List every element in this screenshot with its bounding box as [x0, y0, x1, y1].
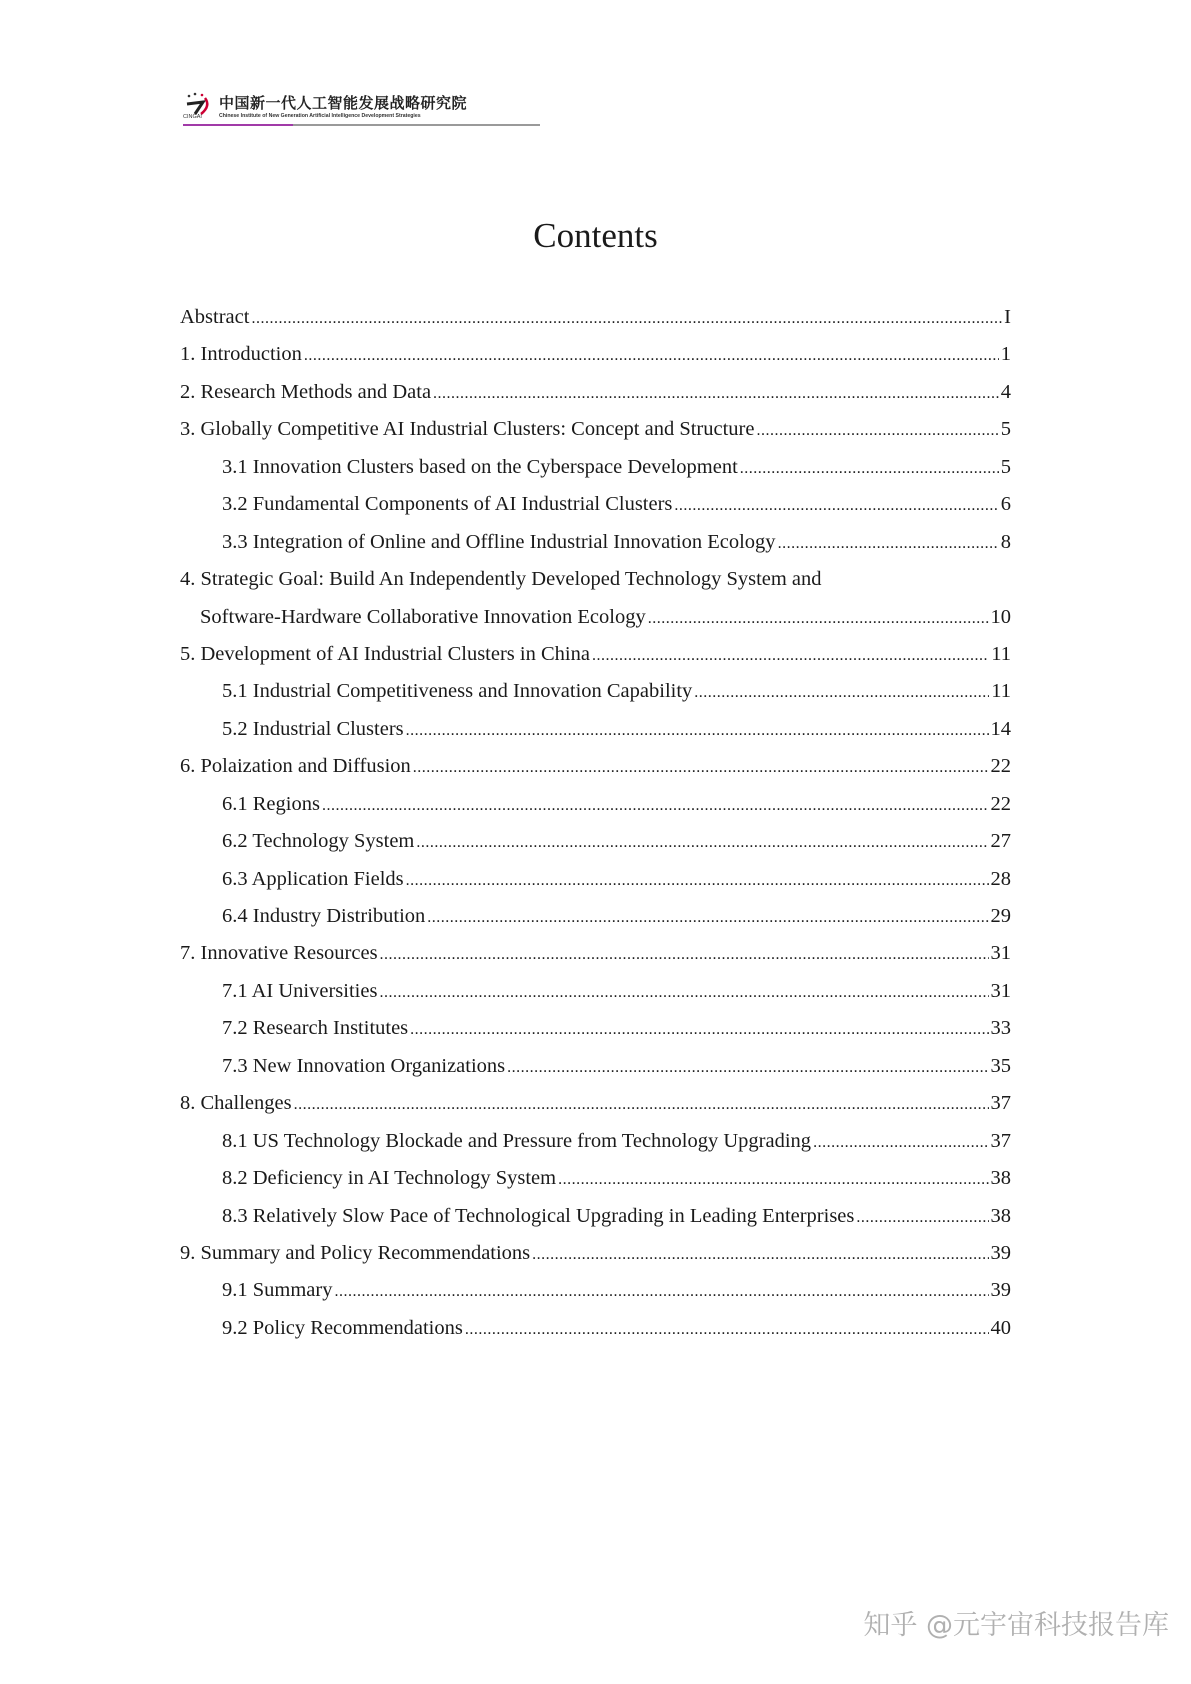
- toc-entry-page: 22: [990, 792, 1011, 815]
- toc-entry[interactable]: [180, 568, 1011, 605]
- toc-entry[interactable]: [180, 793, 1011, 830]
- toc-entry-page: 29: [990, 905, 1011, 927]
- toc-entry-page: 8: [1000, 530, 1011, 553]
- toc-entry-page: 22: [990, 755, 1011, 778]
- dot-leader: [778, 531, 999, 554]
- toc-entry-title: 7.3 New Innovation Organizations: [222, 1054, 506, 1077]
- toc-entry-title: 3.1 Innovation Clusters based on the Cyberspace Development: [222, 455, 738, 478]
- toc-entry[interactable]: [180, 1205, 1011, 1242]
- toc-entry[interactable]: [180, 531, 1011, 568]
- toc-entry-title: 5.1 Industrial Competitiveness and Innovation Capability: [222, 680, 693, 703]
- dot-leader: [674, 493, 998, 516]
- dot-leader: [406, 868, 989, 891]
- toc-entry-title: 8.1 US Technology Blockade and Pressure from Technology Upgrading: [222, 1129, 812, 1152]
- toc-entry-page: 37: [990, 1129, 1011, 1152]
- toc-entry-title: Software-Hardware Collaborative Innovation Ecology: [200, 605, 646, 628]
- dot-leader: [410, 1017, 988, 1040]
- toc-entry[interactable]: [180, 343, 1011, 380]
- toc-entry[interactable]: [180, 381, 1011, 418]
- toc-entry-page: 38: [990, 1204, 1011, 1227]
- toc-entry-title: 5.2 Industrial Clusters: [222, 717, 404, 740]
- toc-entry-title: 7.1 AI Universities: [222, 979, 378, 1002]
- toc-entry-page: 39: [990, 1279, 1011, 1302]
- toc-entry-title: 3.2 Fundamental Components of AI Industrial Clusters: [222, 493, 673, 516]
- toc-entry-title: 8.2 Deficiency in AI Technology System: [222, 1167, 557, 1190]
- toc-entry[interactable]: [180, 680, 1011, 717]
- toc-entry-title: 4. Strategic Goal: Build An Independently Developed Technology System and: [180, 568, 822, 591]
- dot-leader: [856, 1205, 988, 1228]
- toc-entry-page: 40: [990, 1316, 1011, 1339]
- toc-entry-title: 6.3 Application Fields: [222, 867, 404, 890]
- dot-leader: [756, 418, 998, 441]
- dot-leader: [507, 1055, 988, 1078]
- dot-leader: [465, 1317, 989, 1340]
- toc-entry-page: 1: [1000, 343, 1011, 366]
- toc-entry[interactable]: [180, 456, 1011, 493]
- toc-entry[interactable]: [180, 1279, 1011, 1316]
- toc-entry[interactable]: [180, 868, 1011, 905]
- toc-entry-title: Abstract: [180, 306, 250, 328]
- toc-entry-page: 37: [990, 1092, 1011, 1115]
- toc-entry[interactable]: [180, 493, 1011, 530]
- dot-leader: [304, 343, 999, 366]
- toc-entry[interactable]: [180, 755, 1011, 792]
- toc-entry[interactable]: [180, 1317, 1011, 1354]
- toc-entry-title: 2. Research Methods and Data: [180, 380, 432, 403]
- page-title: Contents: [533, 216, 658, 255]
- dot-leader: [532, 1242, 988, 1265]
- toc-entry[interactable]: [180, 1167, 1011, 1204]
- toc-entry[interactable]: [180, 306, 1011, 343]
- logo-abbreviation: CINGAI: [183, 114, 202, 120]
- toc-entry[interactable]: [180, 830, 1011, 867]
- toc-entry-title: 6.2 Technology System: [222, 830, 415, 853]
- toc-entry-page: 4: [1000, 380, 1011, 403]
- dot-leader: [694, 680, 989, 703]
- dot-leader: [648, 606, 989, 629]
- dot-leader: [813, 1130, 988, 1153]
- toc-entry[interactable]: [180, 418, 1011, 455]
- toc-entry-page: 38: [990, 1167, 1011, 1190]
- toc-entry[interactable]: [180, 606, 1011, 643]
- toc-entry-title: 9. Summary and Policy Recommendations: [180, 1241, 531, 1264]
- toc-entry[interactable]: [180, 1130, 1011, 1167]
- toc-entry-page: 14: [990, 717, 1011, 740]
- dot-leader: [322, 793, 989, 816]
- dot-leader: [406, 718, 989, 741]
- toc-entry-page: 5: [1000, 418, 1011, 441]
- toc-entry-page: 10: [990, 605, 1011, 628]
- toc-entry-title: 5. Development of AI Industrial Clusters in China: [180, 642, 590, 665]
- dot-leader: [740, 456, 999, 479]
- toc-entry-title: 1. Introduction: [180, 343, 302, 366]
- toc-entry-page: 11: [991, 642, 1011, 665]
- institute-logo: [183, 90, 540, 128]
- toc-entry-page: 6: [1000, 493, 1011, 516]
- toc-entry[interactable]: [180, 1055, 1011, 1092]
- toc-entry-page: 33: [990, 1017, 1011, 1040]
- toc-entry-title: 6.1 Regions: [222, 792, 320, 815]
- dot-leader: [413, 755, 989, 778]
- toc-entry-title: 9.2 Policy Recommendations: [222, 1316, 463, 1339]
- dot-leader: [433, 381, 999, 404]
- toc-entry-page: 5: [1000, 455, 1011, 478]
- toc-entry-title: 6.4 Industry Distribution: [222, 905, 426, 927]
- table-of-contents: [180, 306, 1011, 1354]
- toc-entry[interactable]: [180, 643, 1011, 680]
- dot-leader: [592, 643, 989, 666]
- toc-entry-page: 27: [990, 830, 1011, 853]
- toc-entry-title: 3. Globally Competitive AI Industrial Clusters: Concept and Structure: [180, 418, 755, 441]
- dot-leader: [416, 830, 988, 853]
- toc-entry-page: 28: [990, 867, 1011, 890]
- toc-entry-title: 8.3 Relatively Slow Pace of Technological Upgrading in Leading Enterprises: [222, 1204, 855, 1227]
- header-rule-accent: [183, 124, 293, 126]
- dot-leader: [334, 1279, 988, 1302]
- dot-leader: [558, 1167, 988, 1190]
- toc-entry-title: 9.1 Summary: [222, 1279, 333, 1302]
- toc-entry-title: 7.2 Research Institutes: [222, 1017, 409, 1040]
- toc-entry[interactable]: [180, 980, 1011, 1017]
- toc-entry[interactable]: [180, 905, 1011, 942]
- toc-entry-page: 31: [990, 942, 1011, 965]
- logo-english-name: Chinese Institute of New Generation Artificial Intelligence Development Strategies: [219, 113, 421, 119]
- toc-entry[interactable]: [180, 1017, 1011, 1054]
- toc-entry[interactable]: [180, 1242, 1011, 1279]
- toc-entry-title: 6. Polaization and Diffusion: [180, 755, 411, 778]
- dot-leader: [379, 980, 988, 1003]
- dot-leader: [427, 905, 988, 928]
- toc-entry-page: I: [1004, 306, 1011, 328]
- toc-entry-title: 3.3 Integration of Online and Offline Industrial Innovation Ecology: [222, 530, 776, 553]
- toc-entry-title: 8. Challenges: [180, 1092, 292, 1115]
- source-watermark: 知乎 @元宇宙科技报告库: [863, 1610, 1169, 1641]
- toc-entry[interactable]: [180, 1092, 1011, 1129]
- toc-entry-page: 39: [990, 1241, 1011, 1264]
- toc-entry[interactable]: [180, 942, 1011, 979]
- toc-entry-page: 31: [990, 979, 1011, 1002]
- toc-entry-page: 11: [991, 680, 1011, 703]
- logo-chinese-name: 中国新一代人工智能发展战略研究院: [219, 94, 468, 112]
- dot-leader: [294, 1092, 989, 1115]
- dot-leader: [380, 942, 989, 965]
- dot-leader: [251, 306, 1002, 329]
- toc-entry-title: 7. Innovative Resources: [180, 942, 378, 965]
- toc-entry-page: 35: [990, 1054, 1011, 1077]
- toc-entry[interactable]: [180, 718, 1011, 755]
